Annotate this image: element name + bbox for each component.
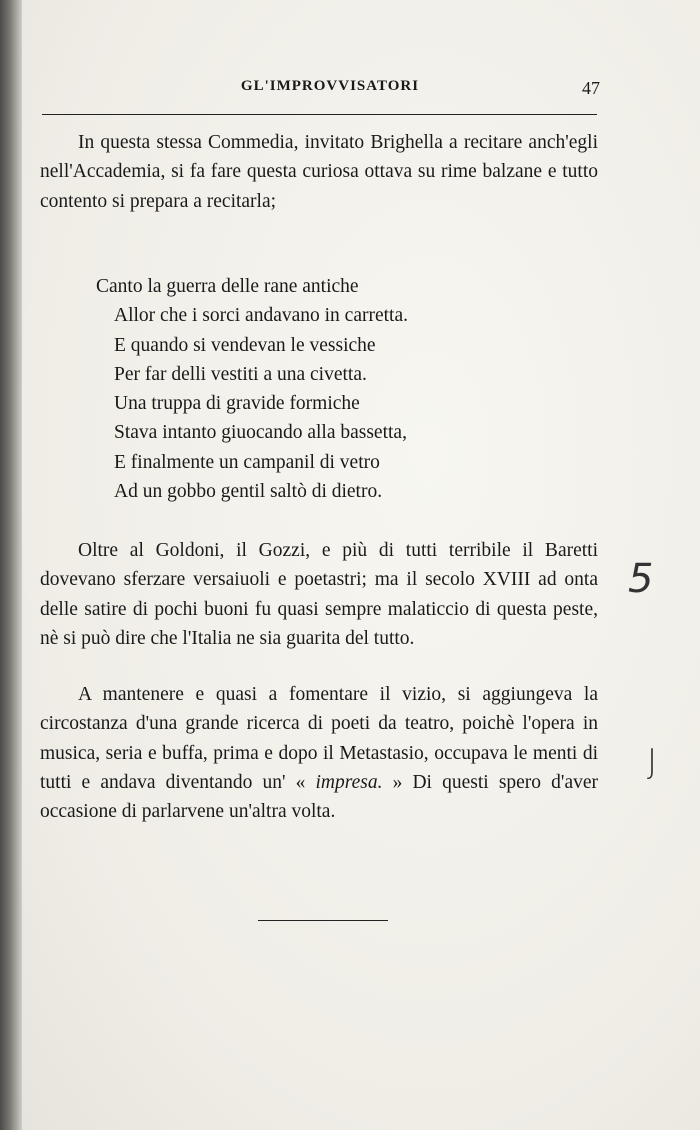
page-number: 47	[582, 78, 600, 98]
paragraph-2	[40, 536, 598, 653]
page-binding-shadow	[0, 0, 22, 1130]
header-rule	[42, 114, 597, 115]
paragraph-3-before: A mantenere e quasi a fomentare il vizio, si aggiungeva la circostanza d'una grande ricerca di poeti da teatro, poichè l'opera in musica, seria e buffa, prima e dopo il Metastasio, occupava le menti di tutti e andava diventando un' «	[40, 684, 598, 793]
verse-line: E quando si vendevan le vessiche	[114, 334, 376, 356]
running-title: GL'IMPROVVISATORI	[240, 78, 420, 94]
paragraph-3-text	[40, 680, 598, 826]
verse-stanza	[96, 272, 408, 506]
running-header	[60, 78, 600, 102]
paragraph-3	[40, 680, 598, 826]
paragraph-3-after: » Di questi spero d'aver occasione di parlarvene un'altra volta.	[40, 771, 598, 823]
verse-line: Ad un gobbo gentil saltò di dietro.	[114, 481, 383, 503]
verse-line: E finalmente un campanil di vetro	[114, 451, 380, 473]
margin-note-2: J	[647, 742, 658, 782]
verse-line: Una truppa di gravide formiche	[114, 393, 360, 415]
paragraph-3-emphasis: impresa.	[315, 771, 383, 793]
verse-line: Stava intanto giuocando alla bassetta,	[114, 422, 407, 444]
margin-note-1: 5	[628, 556, 654, 602]
verse-line: Canto la guerra delle rane antiche	[96, 276, 359, 297]
paragraph-2-text: Oltre al Goldoni, il Gozzi, e più di tutti terribile il Baretti dovevano sferzare versaiuoli e poetastri; ma il secolo XVIII ad onta delle satire di pochi buoni fu quasi sempre malaticcio di questa peste, nè si può dire che l'Italia ne sia guarita del tutto.	[40, 540, 598, 649]
verse-line: Allor che i sorci andavano in carretta.	[114, 305, 408, 327]
paragraph-1	[40, 128, 598, 216]
verse-line: Per far delli vestiti a una civetta.	[114, 363, 367, 385]
paragraph-1-text: In questa stessa Commedia, invitato Brighella a recitare anch'egli nell'Accademia, si fa fare questa curiosa ottava su rime balzane e tutto contento si prepara a recitarla;	[40, 132, 598, 212]
section-end-rule	[258, 920, 388, 921]
